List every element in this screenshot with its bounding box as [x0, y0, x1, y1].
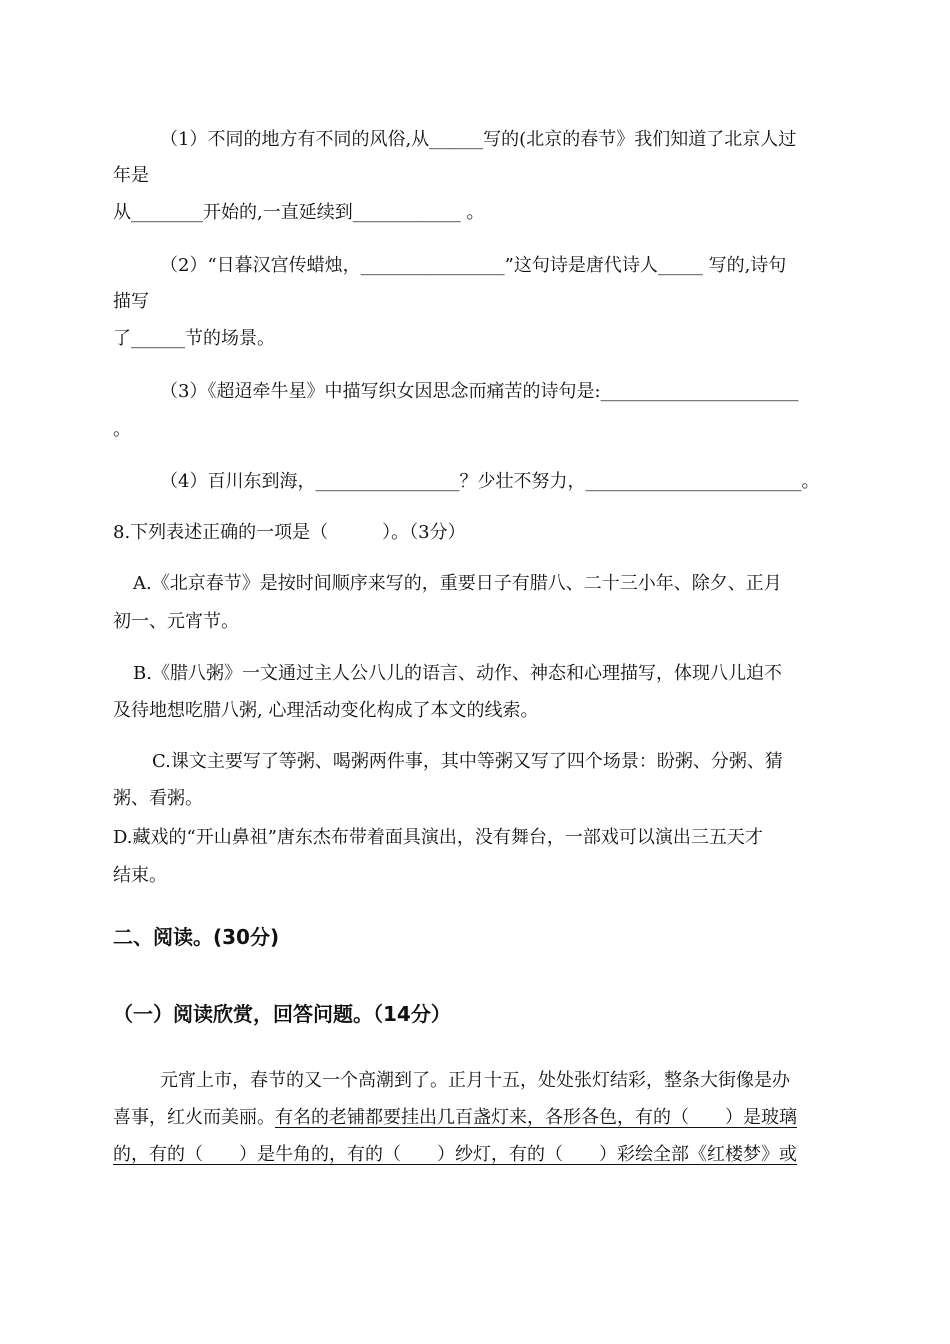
q7-item2-line2: 描写: [113, 291, 149, 312]
q8-option-a-line1: A.《北京春节》是按时间顺序来写的，重要日子有腊八、二十三小年、除夕、正月: [133, 573, 782, 594]
q7-item3-line1: （3）《超迢牵牛星》中描写织女因思念而痛苦的诗句是:______________________: [160, 381, 799, 402]
q8-option-d-line1: D.藏戏的“开山鼻祖”唐东杰布带着面具演出，没有舞台，一部戏可以演出三五天才: [113, 827, 763, 848]
part-1-title: （一）阅读欣赏，回答问题。（14分）: [113, 1002, 451, 1026]
q7-item1-line1: （1）不同的地方有不同的风俗,从______写的(北京的春节》我们知道了北京人过: [160, 129, 797, 150]
q7-item2-line1: （2）“日暮汉宫传蜡烛，________________”这句诗是唐代诗人_____ 写的,诗句: [160, 255, 787, 276]
q8-option-b-line1: B.《腊八粥》一文通过主人公八儿的语言、动作、神态和心理描写，体现八儿迫不: [133, 663, 782, 684]
reading-para-line3-underlined: 的，有的（ ）是牛角的，有的（ ）纱灯，有的（ ）彩绘全部《红楼梦》或: [113, 1144, 797, 1165]
q8-option-d-line2: 结束。: [113, 865, 167, 886]
reading-para-line2: [113, 1106, 797, 1130]
reading-para-line1: 元宵上市，春节的又一个高潮到了。正月十五，处处张灯结彩，整条大街像是办: [160, 1070, 790, 1091]
q7-item1-line2: 年是: [113, 165, 149, 186]
q7-item1-line3: 从________开始的,一直延续到____________ 。: [113, 202, 485, 223]
section-2-title: 二、阅读。(30分): [113, 925, 280, 949]
q8-option-c-line1: C.课文主要写了等粥、喝粥两件事，其中等粥又写了四个场景：盼粥、分粥、猜: [152, 751, 783, 772]
q8-option-c-line2: 粥、看粥。: [113, 788, 203, 809]
q8-option-a-line2: 初一、元宵节。: [113, 611, 239, 632]
q8-stem: 8.下列表述正确的一项是（ ）。（3分）: [113, 522, 466, 543]
reading-para-line2-plain: 喜事，红火而美丽。: [113, 1107, 275, 1128]
q7-item4-line1: （4）百川东到海，________________？少壮不努力，________________________。: [160, 471, 820, 492]
q7-item2-line3: 了______节的场景。: [113, 328, 275, 349]
reading-para-line2-underlined: 有名的老铺都要挂出几百盏灯来，各形各色，有的（ ）是玻璃: [275, 1107, 797, 1128]
q7-item3-line2: 。: [113, 419, 131, 440]
q8-option-b-line2: 及待地想吃腊八粥, 心理活动变化构成了本文的线索。: [113, 700, 539, 721]
